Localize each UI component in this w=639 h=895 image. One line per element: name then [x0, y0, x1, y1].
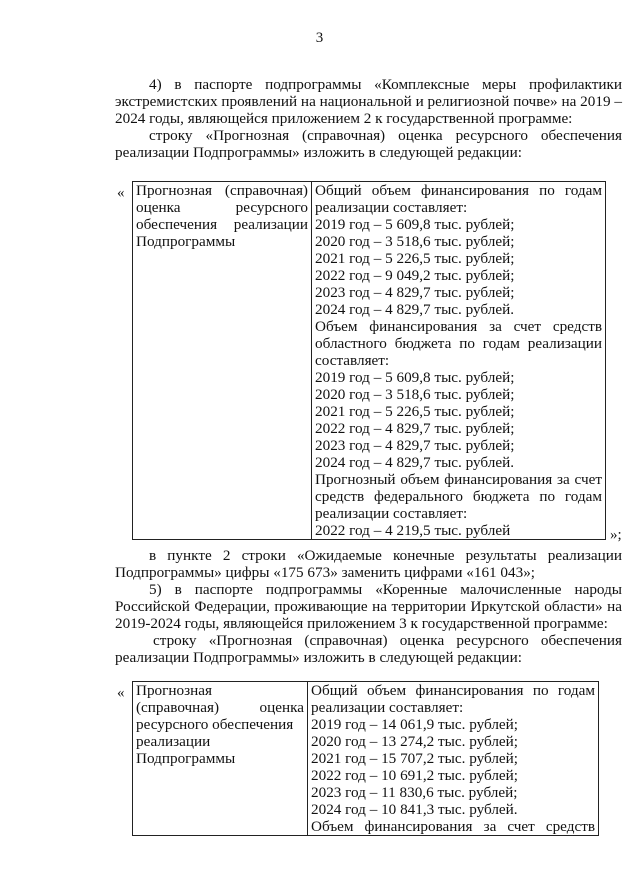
paragraph-line: 4) в паспорте подпрограммы «Комплексные меры профилактики: [149, 76, 622, 93]
paragraph-5: [115, 581, 622, 666]
paragraph-line: 5) в паспорте подпрограммы «Коренные малочисленные народы: [149, 581, 622, 598]
table-value-line: 2021 год – 5 226,5 тыс. рублей;: [315, 403, 515, 420]
table-value-line: 2022 год – 9 049,2 тыс. рублей;: [315, 267, 515, 284]
resource-table-2: [132, 681, 599, 836]
table-label-cell: [133, 682, 308, 836]
resource-table-1: [132, 181, 606, 540]
paragraph-4: [115, 76, 622, 93]
table-value-line: реализации составляет:: [315, 505, 468, 522]
table-value-line: 2021 год – 15 707,2 тыс. рублей;: [311, 750, 519, 767]
table-value-line: Объем финансирования за счет средств: [311, 818, 595, 835]
paragraph-line: Подпрограммы» цифры «175 673» заменить цифрами «161 043»;: [115, 564, 536, 581]
paragraph-line: в пункте 2 строки «Ожидаемые конечные результаты реализации: [149, 547, 622, 564]
table-value-line: 2019 год – 5 609,8 тыс. рублей;: [315, 216, 515, 233]
table-value-line: 2021 год – 5 226,5 тыс. рублей;: [315, 250, 515, 267]
table-label-line: Подпрограммы: [136, 233, 236, 250]
table-value-cell: [312, 182, 606, 540]
table-value-line: 2023 год – 4 829,7 тыс. рублей;: [315, 284, 515, 301]
paragraph-point-2: [115, 547, 622, 581]
table-value-line: 2019 год – 14 061,9 тыс. рублей;: [311, 716, 519, 733]
table-value-line: Общий объем финансирования по годам: [315, 182, 602, 199]
table-label-line: оценка ресурсного: [136, 199, 308, 216]
table-value-line: 2022 год – 4 829,7 тыс. рублей;: [315, 420, 515, 437]
open-quote: «: [117, 685, 125, 701]
table-value-line: Общий объем финансирования по годам: [311, 682, 595, 699]
paragraph-line: строку «Прогнозная (справочная) оценка ресурсного обеспечения: [153, 632, 622, 649]
table-label-line: Подпрограммы: [136, 750, 236, 767]
table-value-line: средств федерального бюджета по годам: [315, 488, 602, 505]
table-value-line: 2024 год – 4 829,7 тыс. рублей.: [315, 454, 515, 471]
paragraph-line: 2024 годы, являющейся приложением 2 к государственной программе:: [115, 110, 573, 127]
paragraph-line: Российской Федерации, проживающие на территории Иркутской области» на: [115, 598, 622, 615]
table-label-line: ресурсного обеспечения: [136, 716, 294, 733]
table-label-line: обеспечения реализации: [136, 216, 308, 233]
table-label-line: Прогнозная: [136, 682, 212, 699]
table-value-line: 2022 год – 4 219,5 тыс. рублей: [315, 522, 511, 539]
table-value-line: 2024 год – 4 829,7 тыс. рублей.: [315, 301, 515, 318]
table-value-line: 2024 год – 10 841,3 тыс. рублей.: [311, 801, 518, 818]
table-value-line: областного бюджета по годам реализации: [315, 335, 602, 352]
table-value-line: Прогнозный объем финансирования за счет: [315, 471, 602, 488]
table-value-line: 2023 год – 11 830,6 тыс. рублей;: [311, 784, 518, 801]
open-quote: «: [117, 185, 125, 201]
table-label-cell: [133, 182, 312, 540]
table-label-line: (справочная) оценка: [136, 699, 304, 716]
page-number: 3: [315, 30, 324, 46]
table-value-line: 2023 год – 4 829,7 тыс. рублей;: [315, 437, 515, 454]
table-value-line: Объем финансирования за счет средств: [315, 318, 602, 335]
table-value-cell: [308, 682, 599, 836]
paragraph-line: реализации Подпрограммы» изложить в следующей редакции:: [115, 144, 522, 161]
table-value-line: 2020 год – 13 274,2 тыс. рублей;: [311, 733, 519, 750]
paragraph-line: строку «Прогнозная (справочная) оценка ресурсного обеспечения: [149, 127, 622, 144]
paragraph-line: реализации Подпрограммы» изложить в следующей редакции:: [115, 649, 522, 666]
paragraph-4-cont: [115, 93, 622, 161]
table-value-line: 2022 год – 10 691,2 тыс. рублей;: [311, 767, 519, 784]
table-value-line: составляет:: [315, 352, 390, 369]
paragraph-line: 2019-2024 годы, являющейся приложением 3 к государственной программе:: [115, 615, 608, 632]
table-value-line: 2019 год – 5 609,8 тыс. рублей;: [315, 369, 515, 386]
table-value-line: реализации составляет:: [311, 699, 464, 716]
paragraph-line: экстремистских проявлений на национальной и религиозной почве» на 2019 –: [115, 93, 622, 110]
table-value-line: 2020 год – 3 518,6 тыс. рублей;: [315, 233, 515, 250]
close-quote: »;: [610, 527, 622, 543]
table-value-line: 2020 год – 3 518,6 тыс. рублей;: [315, 386, 515, 403]
table-label-line: реализации: [136, 733, 211, 750]
table-value-line: реализации составляет:: [315, 199, 468, 216]
table-label-line: Прогнозная (справочная): [136, 182, 308, 199]
